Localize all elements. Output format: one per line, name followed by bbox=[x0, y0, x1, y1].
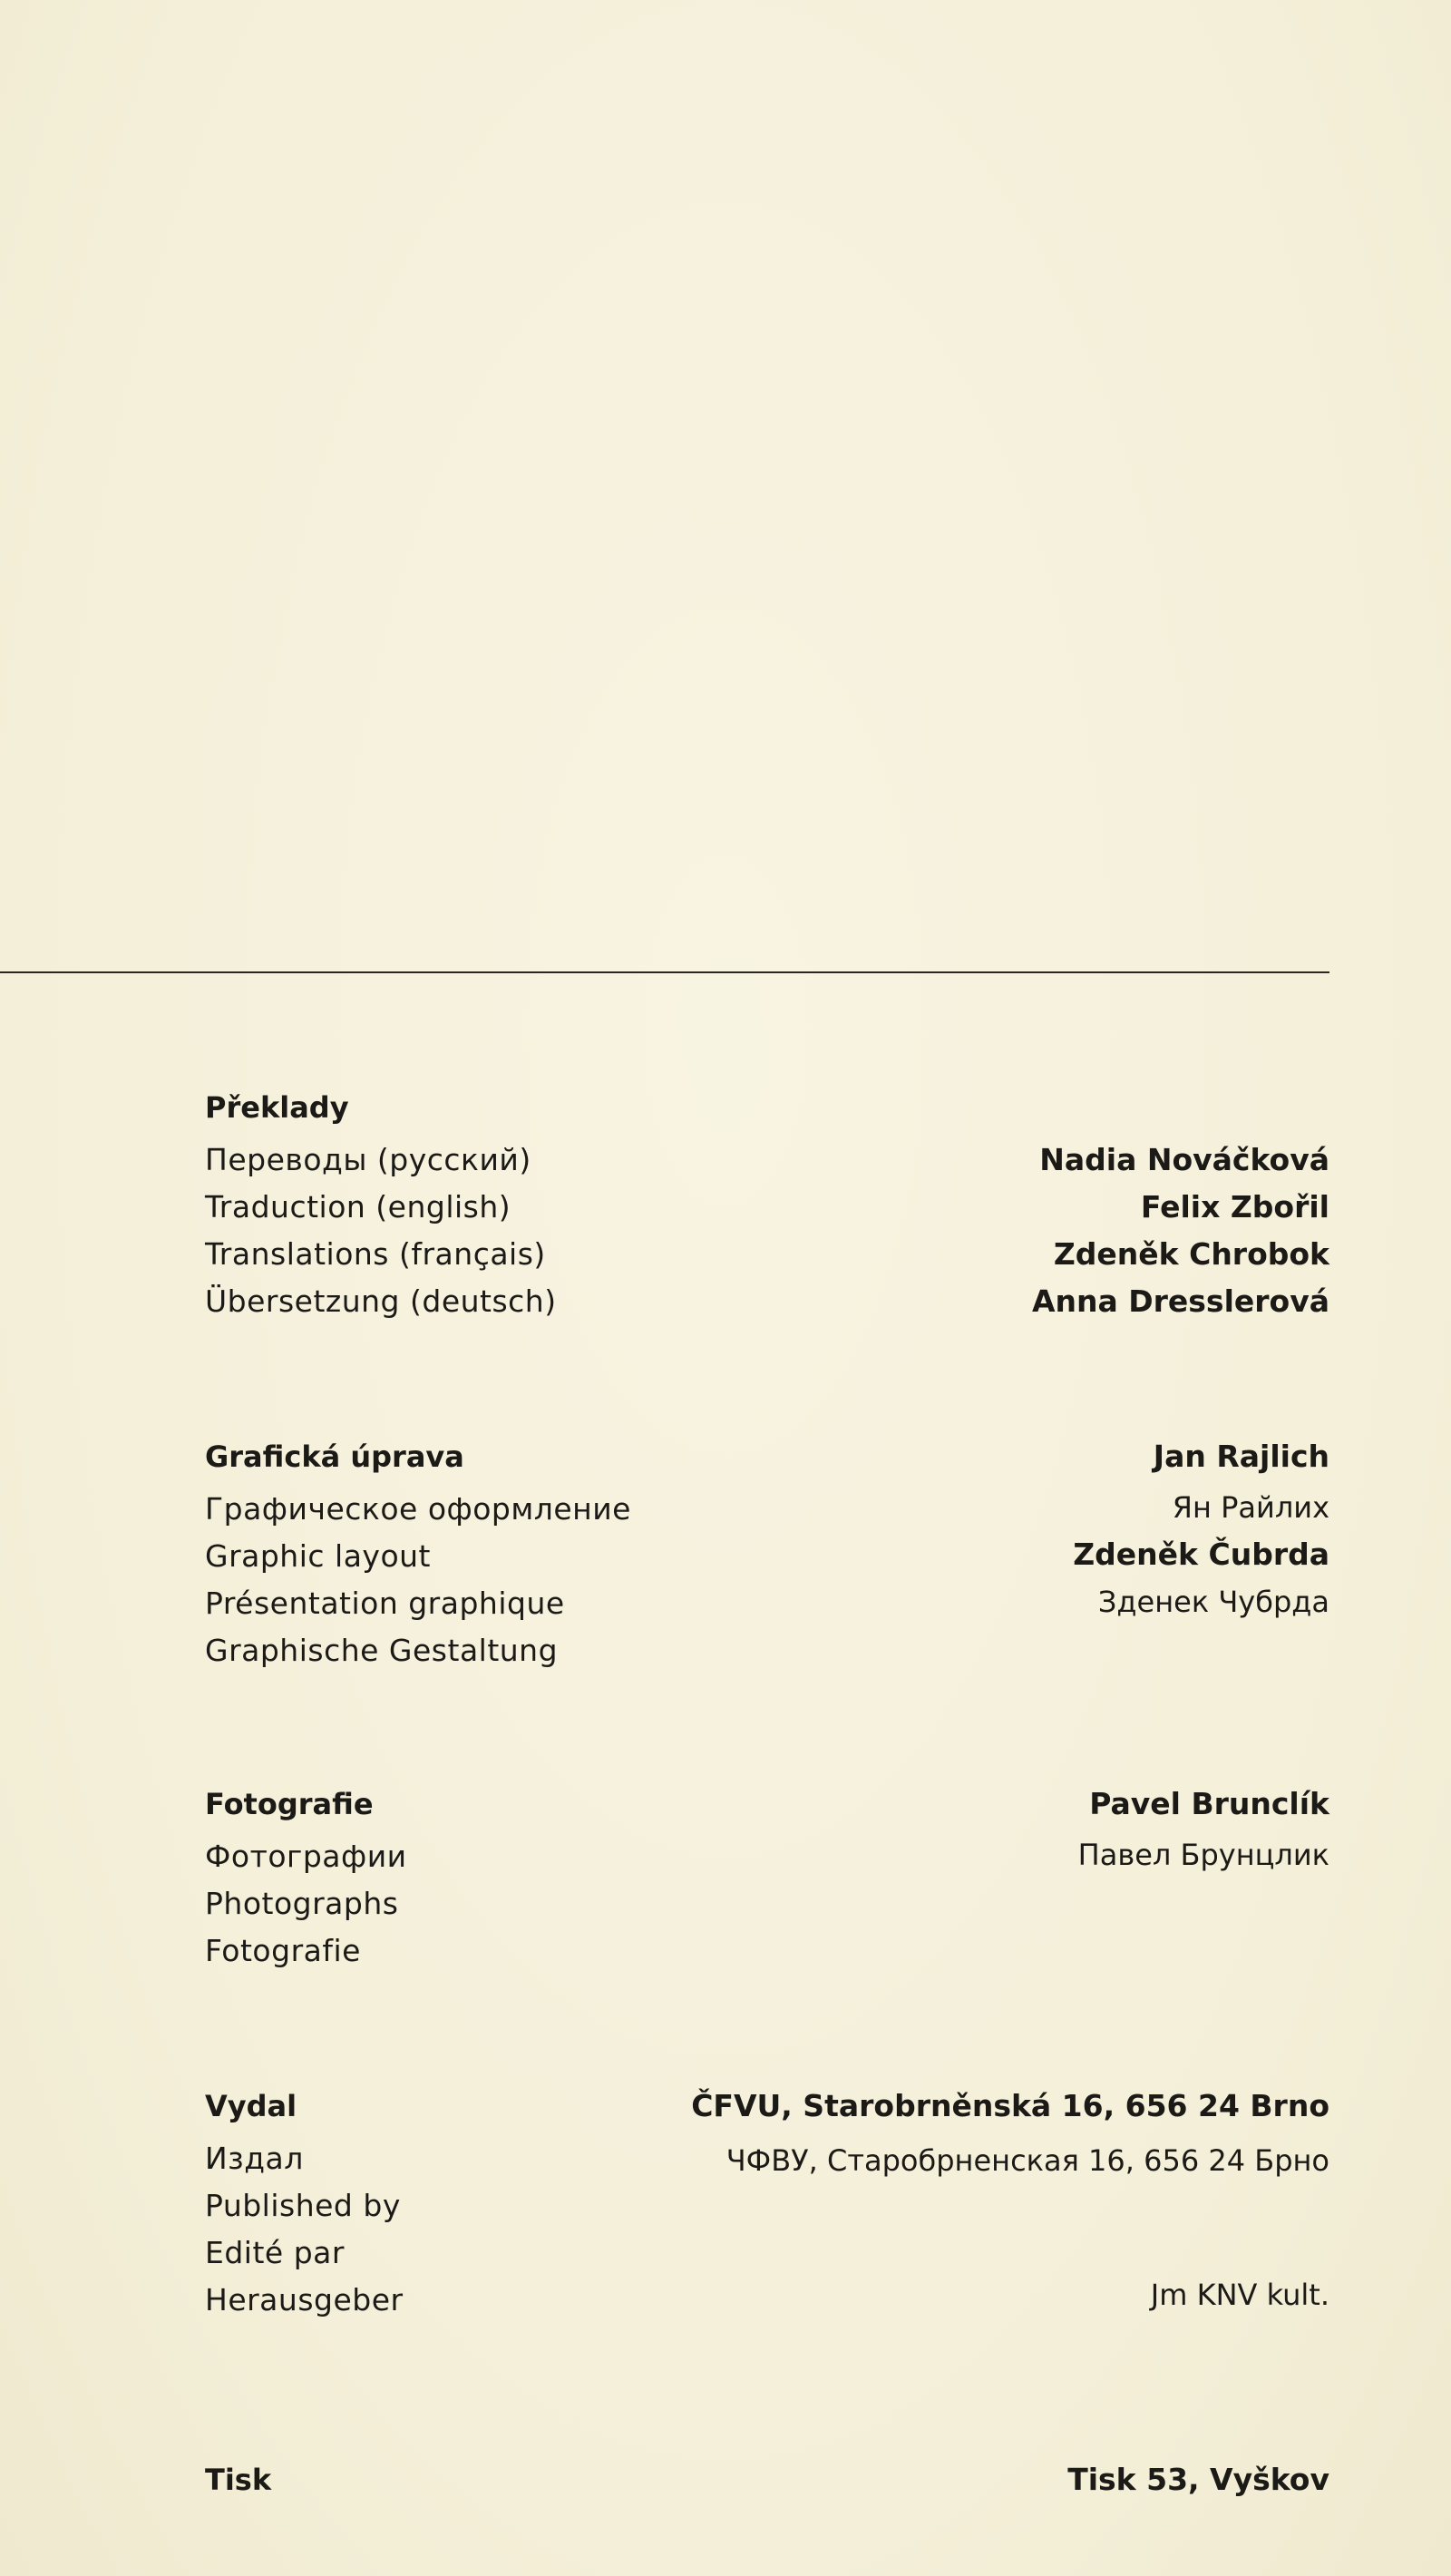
publisher-address-czech: ČFVU, Starobrněnská 16, 656 24 Brno bbox=[691, 2088, 1329, 2123]
translations-right-column bbox=[640, 1137, 1329, 1325]
publisher-line-english: Published by bbox=[205, 2188, 401, 2223]
publisher-section bbox=[205, 2083, 1329, 2337]
translations-line-german: Übersetzung (deutsch) bbox=[205, 1283, 557, 1319]
graphic-heading: Grafická úprava bbox=[205, 1439, 464, 1474]
translations-line-english: Traduction (english) bbox=[205, 1189, 511, 1225]
print-heading: Tisk bbox=[205, 2463, 272, 2497]
graphic-line-german: Graphische Gestaltung bbox=[205, 1633, 559, 1668]
print-section bbox=[205, 2456, 1329, 2511]
translator-english: Felix Zbořil bbox=[1140, 1189, 1329, 1225]
publisher-line-russian: Издал bbox=[205, 2141, 304, 2176]
designer-1-cyrillic: Ян Райлих bbox=[1172, 1490, 1329, 1525]
publisher-approval: Jm KNV kult. bbox=[1150, 2278, 1329, 2312]
publisher-line-german: Herausgeber bbox=[205, 2282, 404, 2317]
designer-2-latin: Zdeněk Čubrda bbox=[1073, 1537, 1329, 1572]
graphic-line-french: Présentation graphique bbox=[205, 1586, 565, 1621]
printer-name: Tisk 53, Vyškov bbox=[1067, 2462, 1329, 2497]
graphic-line-russian: Графическое оформление bbox=[205, 1491, 631, 1527]
horizontal-divider bbox=[0, 971, 1329, 973]
designer-2-cyrillic: Зденек Чубрда bbox=[1097, 1585, 1329, 1619]
publisher-address-russian: ЧФВУ, Старобрненская 16, 656 24 Брно bbox=[726, 2143, 1329, 2178]
photo-line-russian: Фотографии bbox=[205, 1839, 407, 1874]
publisher-line-french: Edité par bbox=[205, 2235, 345, 2270]
photo-right-column bbox=[640, 1781, 1329, 1878]
photo-line-german: Fotografie bbox=[205, 1933, 361, 1968]
photographer-cyrillic: Павел Брунцлик bbox=[1077, 1838, 1329, 1872]
translations-line-french: Translations (français) bbox=[205, 1236, 546, 1272]
designer-1-latin: Jan Rajlich bbox=[1153, 1439, 1329, 1474]
graphic-section bbox=[205, 1433, 1329, 1687]
photo-line-english: Photographs bbox=[205, 1886, 399, 1921]
translator-french: Zdeněk Chrobok bbox=[1053, 1236, 1329, 1272]
translations-line-russian: Переводы (русский) bbox=[205, 1142, 531, 1177]
publisher-heading: Vydal bbox=[205, 2089, 297, 2123]
print-right-column bbox=[640, 2456, 1329, 2503]
photo-section bbox=[205, 1781, 1329, 1989]
publisher-right-column bbox=[513, 2083, 1329, 2318]
graphic-line-english: Graphic layout bbox=[205, 1538, 431, 1574]
photo-heading: Fotografie bbox=[205, 1787, 374, 1821]
photographer-latin: Pavel Brunclík bbox=[1089, 1786, 1329, 1821]
graphic-right-column bbox=[640, 1433, 1329, 1625]
translator-russian: Nadia Nováčková bbox=[1039, 1142, 1329, 1177]
translations-heading: Překlady bbox=[205, 1090, 349, 1125]
translations-section bbox=[205, 1084, 1329, 1338]
translator-german: Anna Dresslerová bbox=[1031, 1283, 1329, 1319]
